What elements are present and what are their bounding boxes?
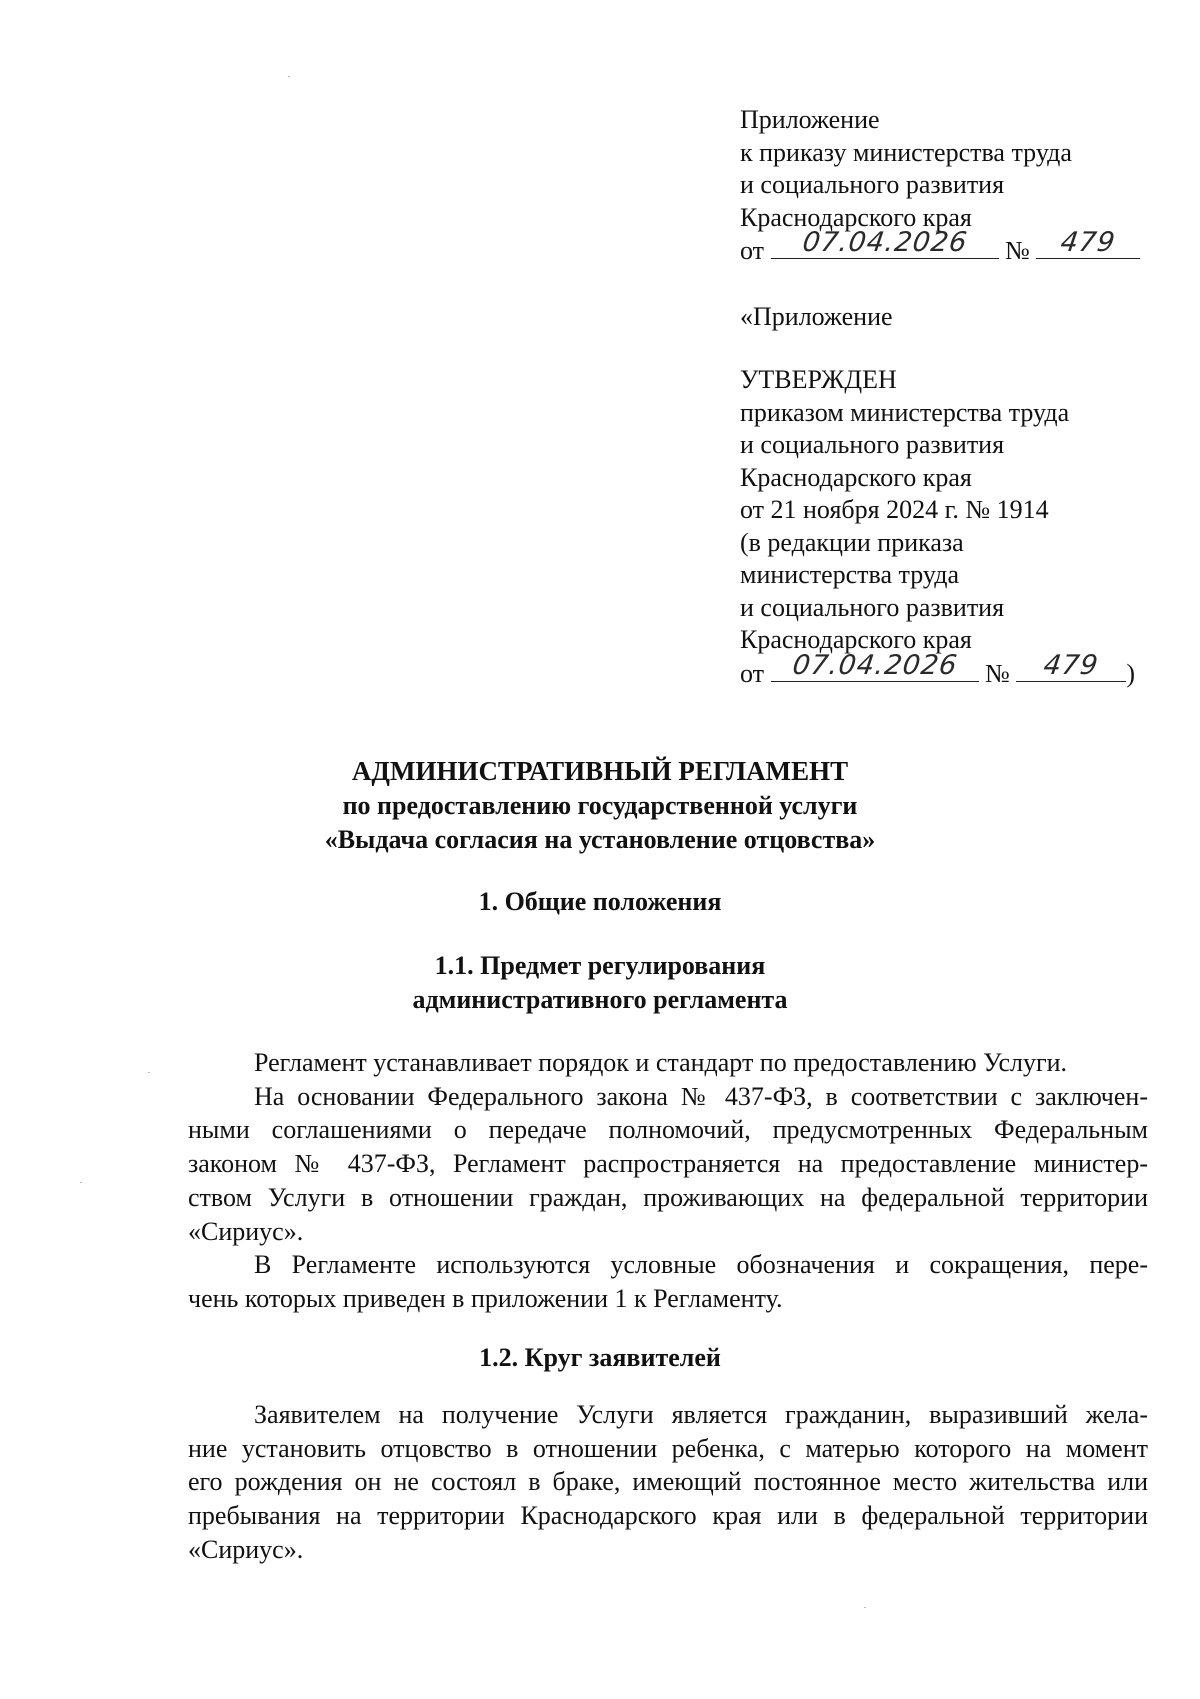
appendix2-block <box>740 301 893 334</box>
scan-speck <box>80 1182 82 1183</box>
from-label: от <box>740 236 765 265</box>
approved-line: министерства труда <box>740 560 959 589</box>
approved-line: и социального развития <box>740 592 1005 622</box>
approved-line: Краснодарского края <box>740 625 972 654</box>
document-subtitle: «Выдача согласия на установление отцовства» <box>324 825 876 854</box>
paragraph-line: Заявителем на получение Услуги является гражданин, выразивший жела- <box>254 1400 1148 1429</box>
from-label: от <box>740 658 765 688</box>
date-field <box>771 227 999 259</box>
number-field <box>1036 227 1140 259</box>
paragraph-line: законом № 437-ФЗ, Регламент распространяется на предоставление министер- <box>188 1149 1148 1179</box>
paragraph-line: Регламент устанавливает порядок и стандарт по предоставлению Услуги. <box>254 1048 1068 1077</box>
scan-speck <box>148 1072 150 1073</box>
approved-date-line <box>740 649 1136 691</box>
approved-line: Краснодарского края <box>740 462 972 492</box>
close-paren: ) <box>1126 658 1136 688</box>
scan-speck <box>288 76 290 77</box>
date-field <box>771 649 979 682</box>
paragraph-line: чень которых приведен в приложении 1 к Регламенту. <box>188 1283 783 1313</box>
paragraph-line: пребывания на территории Краснодарского края или в федеральной территории <box>188 1501 1148 1531</box>
paragraph-line: В Регламенте используются условные обозначения и сокращения, пере- <box>254 1250 1148 1280</box>
appendix2-title: «Приложение <box>740 302 893 331</box>
appendix-date-line <box>740 227 1140 268</box>
handwritten-number: 479 <box>1041 649 1101 681</box>
number-label: № <box>985 658 1010 688</box>
paragraph-line: «Сириус». <box>188 1216 304 1246</box>
handwritten-date: 07.04.2026 <box>790 649 960 681</box>
approved-line: приказом министерства труда <box>740 397 1070 427</box>
appendix-title: Приложение <box>740 105 880 134</box>
section-1-2-body <box>188 1398 1148 1567</box>
approved-line: от 21 ноября 2024 г. № 1914 <box>740 495 1049 524</box>
subsection-heading: 1.1. Предмет регулирования <box>434 951 766 980</box>
paragraph-line: «Сириус». <box>188 1534 304 1564</box>
paragraph-line: ние установить отцовство в отношении ребенка, с матерью которого на момент <box>188 1433 1148 1463</box>
scan-speck <box>864 1607 866 1608</box>
paragraph-line: ством Услуги в отношении граждан, проживающих на федеральной территории <box>188 1182 1148 1212</box>
handwritten-date: 07.04.2026 <box>800 227 970 258</box>
paragraph-line: его рождения он не состоял в браке, имеющий постоянное место жительства или <box>188 1467 1148 1497</box>
paragraph-line: ными соглашениями о передаче полномочий, предусмотренных Федеральным <box>188 1115 1148 1145</box>
handwritten-number: 479 <box>1058 227 1118 258</box>
section-heading: 1. Общие положения <box>478 887 722 916</box>
appendix-line: Краснодарского края <box>740 202 972 232</box>
approved-title: УТВЕРЖДЕН <box>740 365 897 394</box>
number-field <box>1016 649 1126 682</box>
appendix-line: к приказу министерства труда <box>740 137 1072 167</box>
approved-block <box>740 364 1135 690</box>
appendix-line: и социального развития <box>740 170 1005 199</box>
subsection-heading: административного регламента <box>412 985 788 1014</box>
appendix-block <box>740 104 1140 268</box>
document-title: АДМИНИСТРАТИВНЫЙ РЕГЛАМЕНТ <box>351 756 849 786</box>
approved-line: и социального развития <box>740 430 1005 459</box>
number-label: № <box>1005 236 1030 265</box>
section-1-1-body <box>188 1046 1148 1316</box>
paragraph-line: На основании Федерального закона № 437-ФЗ, в соответствии с заключен- <box>254 1081 1148 1111</box>
subsection-heading: 1.2. Круг заявителей <box>479 1343 721 1372</box>
document-subtitle: по предоставлению государственной услуги <box>342 791 858 820</box>
approved-line: (в редакции приказа <box>740 527 964 557</box>
